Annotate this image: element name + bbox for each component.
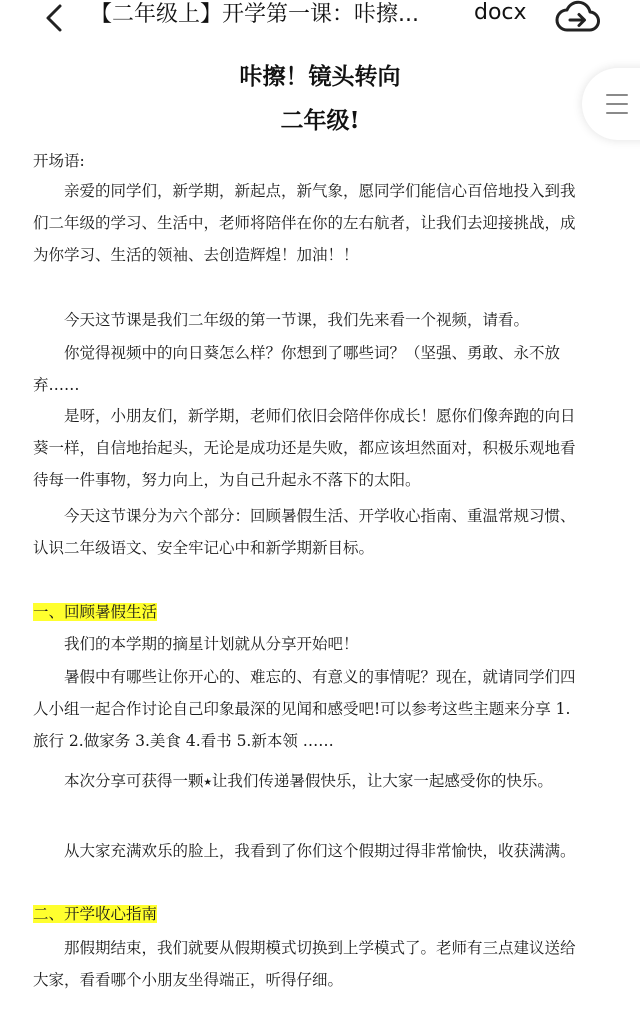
paragraph-line: 本次分享可获得一颗⭑让我们传递暑假快乐，让大家一起感受你的快乐。 [64,772,553,790]
paragraph-1 [33,175,613,271]
section-1-paragraph-3 [33,765,613,797]
paragraph-3 [33,337,613,401]
section-1-paragraph-4 [33,835,613,867]
section-2-heading [33,900,613,928]
back-button[interactable] [36,2,72,34]
cloud-upload-button[interactable] [555,0,601,34]
paragraph-line: 们二年级的学习、生活中，老师将陪伴在你的左右航者，让我们去迎接挑战，成 [33,214,576,232]
paragraph-line: 是呀，小朋友们，新学期，老师们依旧会陪伴你成长！愿你们像奔跑的向日 [64,407,576,425]
intro-label: 开场语: [33,152,85,170]
paragraph-line: 旅行 2.做家务 3.美食 4.看书 5.新本领 …… [33,732,334,750]
section-1-paragraph-2 [33,661,613,757]
paragraph-line: 我们的本学期的摘星计划就从分享开始吧！ [64,635,359,653]
section-2-paragraph-1 [33,932,613,996]
chevron-left-icon [42,3,66,33]
paragraph-line: 待每一件事物，努力向上，为自己升起永不落下的太阳。 [33,471,421,489]
paragraph-line: 今天这节课是我们二年级的第一节课，我们先来看一个视频，请看。 [64,311,530,329]
top-bar [0,0,640,40]
paragraph-line: 认识二年级语文、安全牢记心中和新学期新目标。 [33,539,375,557]
highlighted-text: 二、开学收心指南 [33,905,158,923]
document-subheading: 二年级! [280,107,360,134]
paragraph-line: 从大家充满欢乐的脸上，我看到了你们这个假期过得非常愉快，收获满满。 [64,842,576,860]
paragraph-line: 为你学习、生活的领袖、去创造辉煌！加油！！ [33,246,359,264]
paragraph-2 [33,304,613,336]
paragraph-5 [33,500,613,564]
paragraph-line: 那假期结束，我们就要从假期模式切换到上学模式了。老师有三点建议送给 [64,939,576,957]
paragraph-line: 你觉得视频中的向日葵怎么样？你想到了哪些词？（坚强、勇敢、永不放 [64,344,561,362]
paragraph-line: 亲爱的同学们，新学期，新起点，新气象，愿同学们能信心百倍地投入到我 [64,182,576,200]
section-1-heading [33,598,613,626]
paragraph-line: 葵一样，自信地抬起头，无论是成功还是失败，都应该坦然面对，积极乐观地看 [33,439,576,457]
paragraph-line: 大家，看看哪个小朋友坐得端正，听得仔细。 [33,971,344,989]
highlighted-text: 一、回顾暑假生活 [33,603,158,621]
document-heading: 咔擦！镜头转向 [239,63,401,90]
section-1-paragraph-1 [33,628,613,660]
cloud-upload-icon [555,0,601,34]
paragraph-line: 今天这节课分为六个部分：回顾暑假生活、开学收心指南、重温常规习惯、 [64,507,576,525]
paragraph-line: 暑假中有哪些让你开心的、难忘的、有意义的事情呢？现在，就请同学们四 [64,668,576,686]
paragraph-4 [33,400,613,496]
paragraph-line: 人小组一起合作讨论自己印象最深的见闻和感受吧!可以参考这些主题来分享 1. [33,700,571,718]
paragraph-line: 弃…… [33,376,80,394]
document-title: 【二年级上】开学第一课：咔擦... [90,2,419,27]
file-extension: docx [474,0,527,25]
